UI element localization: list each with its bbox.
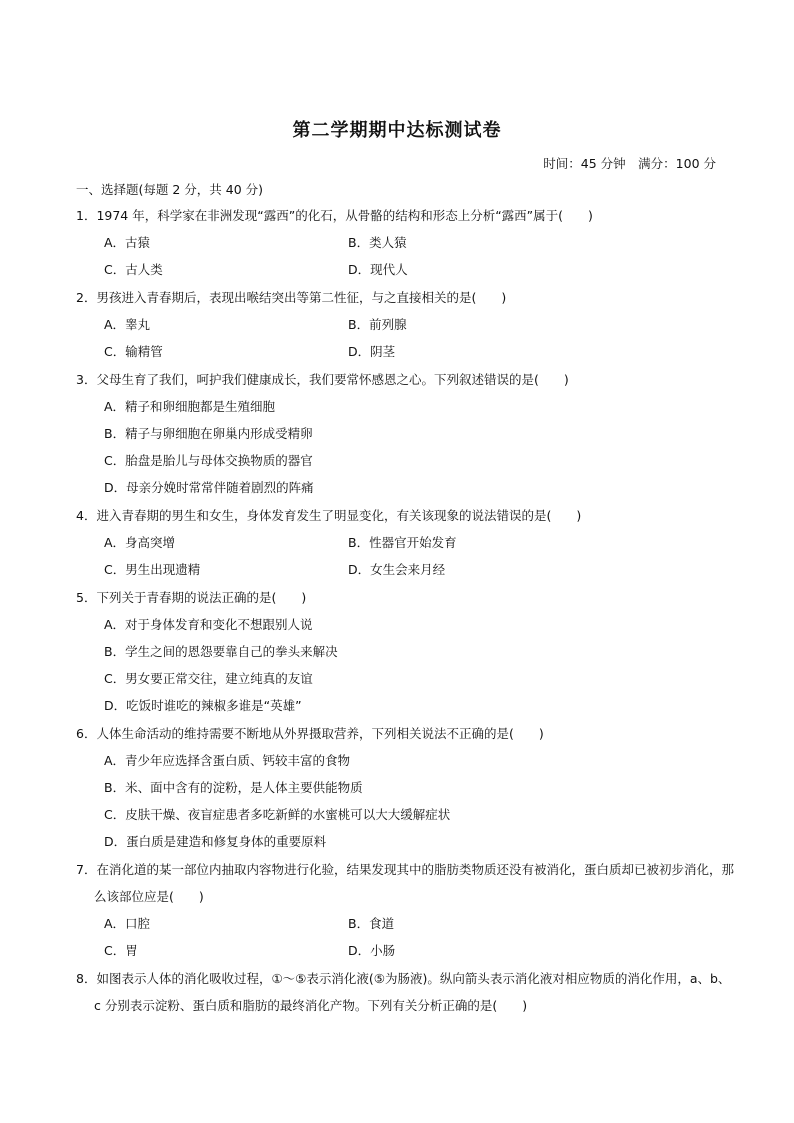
option-a: A．对于身体发育和变化不想跟别人说	[104, 617, 313, 632]
option-a: A．青少年应选择含蛋白质、钙较丰富的食物	[104, 753, 351, 768]
option-c: C．胃	[104, 943, 138, 958]
option-a: A．精子和卵细胞都是生殖细胞	[104, 399, 276, 414]
section-heading: 一、选择题(每题 2 分，共 40 分)	[76, 182, 264, 197]
option-a: A．古猿	[104, 235, 151, 250]
option-c: C．男女要正常交往，建立纯真的友谊	[104, 671, 313, 686]
option-a: A．身高突增	[104, 535, 176, 550]
option-b: B．食道	[348, 916, 395, 931]
option-d: D．小肠	[348, 943, 396, 958]
option-b: B．米、面中含有的淀粉，是人体主要供能物质	[104, 780, 363, 795]
question-stem: 8．如图表示人体的消化吸收过程，①～⑤表示消化液(⑤为肠液)。纵向箭头表示消化液对相应物质的消化作用，a、b、c 分别表示淀粉、蛋白质和脂肪的最终消化产物。下列有关分析正确的是( )	[76, 971, 731, 1013]
option-b: B．前列腺	[348, 317, 407, 332]
option-d: D．阴茎	[348, 344, 396, 359]
page-title: 第二学期期中达标测试卷	[292, 120, 502, 141]
option-b: B．性器官开始发育	[348, 535, 457, 550]
question-stem: 3．父母生育了我们，呵护我们健康成长，我们要常怀感恩之心。下列叙述错误的是( )	[76, 372, 569, 387]
question-2	[76, 284, 506, 365]
option-b: B．学生之间的恩怨要靠自己的拳头来解决	[104, 644, 338, 659]
question-1	[76, 202, 593, 283]
question-7	[76, 856, 736, 964]
exam-info: 时间：45 分钟 满分：100 分	[543, 156, 716, 171]
question-stem: 6．人体生命活动的维持需要不断地从外界摄取营养，下列相关说法不正确的是( )	[76, 726, 544, 741]
option-c: C．男生出现遗精	[104, 562, 201, 577]
question-stem: 4．进入青春期的男生和女生，身体发育发生了明显变化，有关该现象的说法错误的是( )	[76, 508, 582, 523]
question-5	[76, 584, 338, 719]
question-stem: 2．男孩进入青春期后，表现出喉结突出等第二性征，与之直接相关的是( )	[76, 290, 507, 305]
option-c: C．古人类	[104, 262, 163, 277]
option-c: C．胎盘是胎儿与母体交换物质的器官	[104, 453, 313, 468]
question-8	[76, 965, 736, 1019]
option-c: C．输精管	[104, 344, 163, 359]
question-3	[76, 366, 569, 501]
option-a: A．睾丸	[104, 317, 151, 332]
option-b: B．精子与卵细胞在卵巢内形成受精卵	[104, 426, 313, 441]
option-d: D．吃饭时谁吃的辣椒多谁是“英雄”	[104, 698, 302, 713]
option-b: B．类人猿	[348, 235, 407, 250]
question-stem: 7．在消化道的某一部位内抽取内容物进行化验，结果发现其中的脂肪类物质还没有被消化，蛋白质却已被初步消化，那么该部位应是( )	[76, 862, 734, 904]
option-d: D．母亲分娩时常常伴随着剧烈的阵痛	[104, 480, 314, 495]
question-4	[76, 502, 581, 583]
option-d: D．蛋白质是建造和修复身体的重要原料	[104, 834, 327, 849]
option-d: D．现代人	[348, 262, 408, 277]
option-c: C．皮肤干燥、夜盲症患者多吃新鲜的水蜜桃可以大大缓解症状	[104, 807, 451, 822]
question-stem: 1．1974 年，科学家在非洲发现“露西”的化石，从骨骼的结构和形态上分析“露西”属于( )	[76, 208, 593, 223]
option-d: D．女生会来月经	[348, 562, 446, 577]
question-stem: 5．下列关于青春期的说法正确的是( )	[76, 590, 307, 605]
question-6	[76, 720, 544, 855]
option-a: A．口腔	[104, 916, 151, 931]
